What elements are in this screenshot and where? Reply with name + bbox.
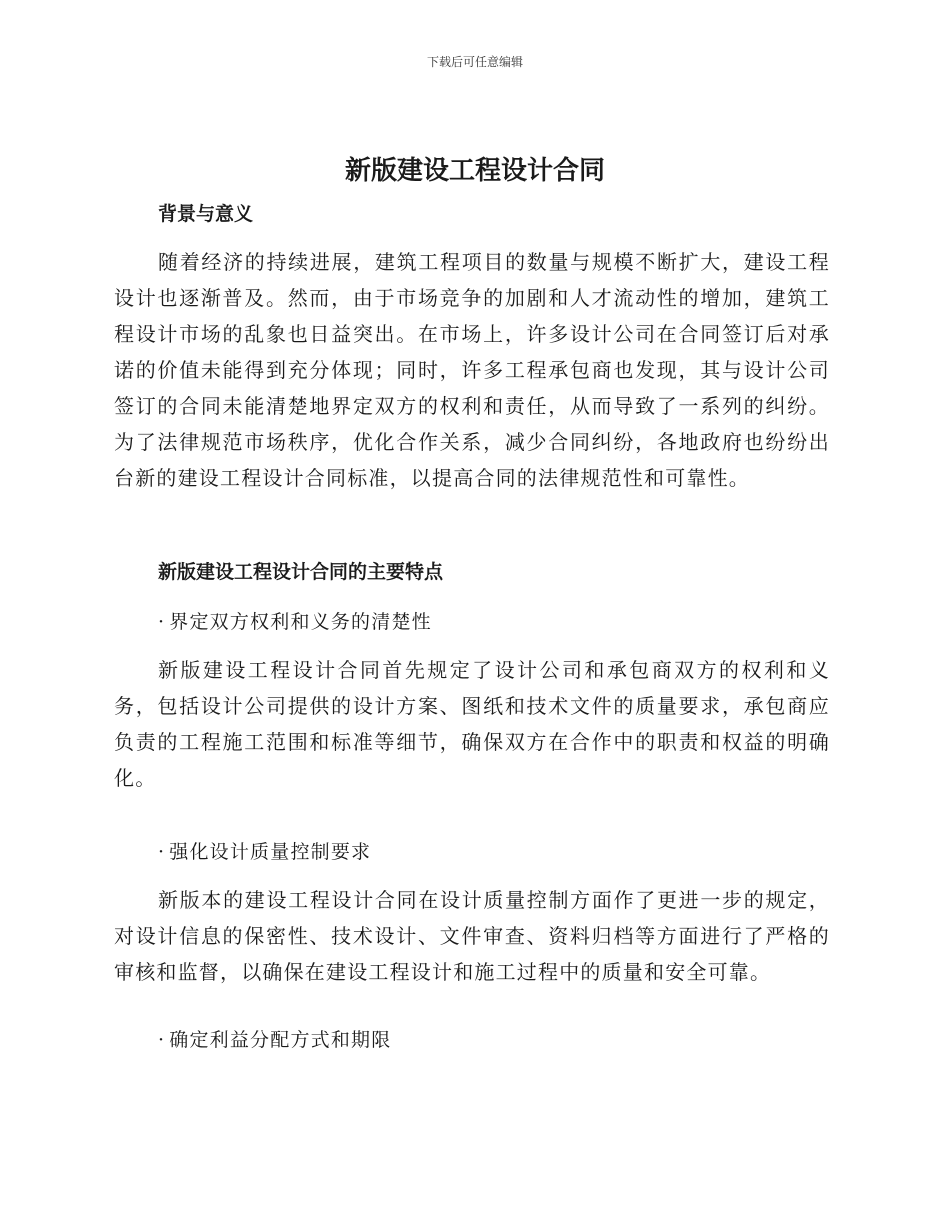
bullet-dot-icon: · (158, 611, 166, 633)
bullet-item-quality (158, 837, 371, 864)
bullet-dot-icon: · (158, 1029, 166, 1051)
section-heading-background: 背景与意义 (158, 203, 254, 225)
paragraph-rights: 新版建设工程设计合同首先规定了设计公司和承包商双方的权利和义务，包括设计公司提供的设计方案、图纸和技术文件的质量要求，承包商应负责的工程施工范围和标准等细节，确保双方在合作中的职责和权益的明确化。 (114, 658, 830, 790)
bullet-item-rights (158, 607, 432, 634)
document-title: 新版建设工程设计合同 (344, 156, 605, 186)
paragraph-quality: 新版本的建设工程设计合同在设计质量控制方面作了更进一步的规定，对设计信息的保密性、技术设计、文件审查、资料归档等方面进行了严格的审核和监督，以确保在建设工程设计和施工过程中的质量和安全可靠。 (114, 888, 830, 984)
bullet-text: 确定利益分配方式和期限 (169, 1029, 392, 1051)
section-heading-features: 新版建设工程设计合同的主要特点 (158, 561, 444, 583)
bullet-item-benefits (158, 1025, 391, 1052)
bullet-text: 界定双方权利和义务的清楚性 (169, 611, 432, 633)
bullet-text: 强化设计质量控制要求 (169, 841, 372, 863)
paragraph-background: 随着经济的持续进展，建筑工程项目的数量与规模不断扩大，建设工程设计也逐渐普及。然而，由于市场竞争的加剧和人才流动性的增加，建筑工程设计市场的乱象也日益突出。在市场上，许多设计公司在合同签订后对承诺的价值未能得到充分体现；同时，许多工程承包商也发现，其与设计公司签订的合同未能清楚地界定双方的权利和责任，从而导致了一系列的纠纷。为了法律规范市场秩序，优化合作关系，减少合同纠纷，各地政府也纷纷出台新的建设工程设计合同标准，以提高合同的法律规范性和可靠性。 (114, 250, 830, 490)
page-header: 下载后可任意编辑 (426, 55, 523, 69)
bullet-dot-icon: · (158, 841, 166, 863)
